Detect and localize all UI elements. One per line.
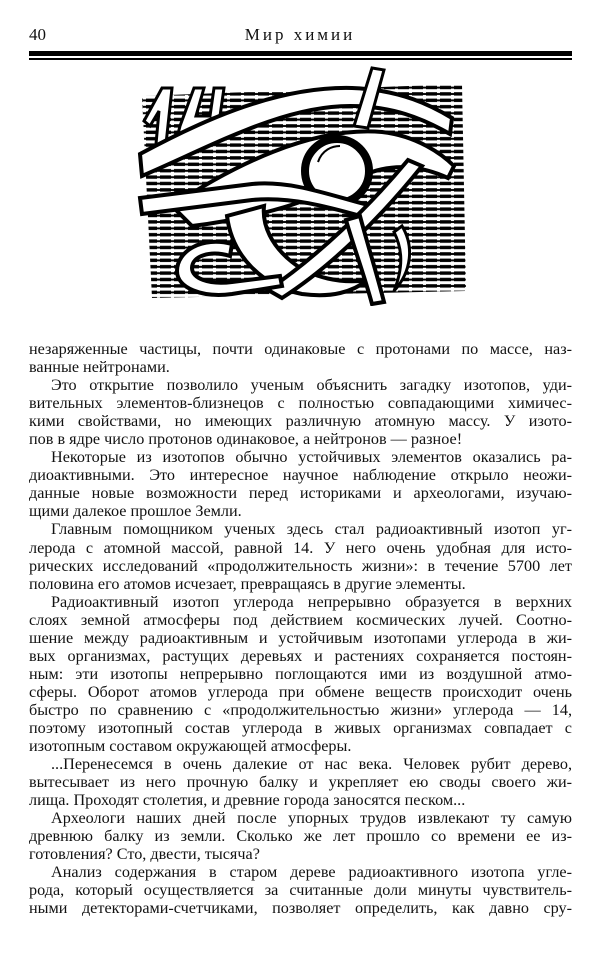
paragraph-first-line: Археологи наших дней после упорных трудов извлекают ту самую bbox=[51, 809, 572, 828]
text-line: рических исследований «продолжительность жизни»: в течение 5700 лет bbox=[29, 556, 572, 575]
paragraph-first-line: Радиоактивный изотоп углерода непрерывно образуется в верхних bbox=[51, 592, 572, 611]
text-line: ными детекторами-счетчиками, позволяет определить, как давно сру- bbox=[29, 899, 572, 918]
text-line: вытесывает из него прочную балку и укрепляет ею своды своего жи- bbox=[29, 773, 572, 792]
text-line: щими далекое прошлое Земли. bbox=[29, 502, 242, 521]
eye-of-horus-illustration bbox=[132, 66, 472, 306]
text-line: кими свойствами, но имеющих различную атомную массу. У изото- bbox=[29, 412, 572, 431]
text-line: данные новые возможности перед историками и археологами, изучаю- bbox=[29, 484, 572, 503]
text-line: шение между радиоактивным и устойчивым изотопами углерода в жи- bbox=[29, 628, 572, 647]
running-title: Мир химии bbox=[244, 25, 356, 44]
text-line: древнюю балку из земли. Сколько же лет прошло со времени ее из- bbox=[29, 827, 572, 846]
paragraph-first-line: Это открытие позволило ученым объяснить загадку изотопов, уди- bbox=[51, 376, 572, 395]
paragraph-first-line: Главным помощником ученых здесь стал радиоактивный изотоп уг- bbox=[51, 520, 572, 539]
text-line: сферы. Оборот атомов углерода при обмене веществ происходит очень bbox=[29, 682, 572, 701]
text-line: вительных элементов-близнецов с полностью совпадающими химичес- bbox=[29, 394, 572, 413]
text-line: слоях земной атмосферы под действием космических лучей. Соотно- bbox=[29, 610, 572, 629]
text-line: лища. Проходят столетия, и древние города заносятся песком... bbox=[29, 791, 466, 810]
header-rule-thick bbox=[29, 51, 572, 56]
header-rule-thin bbox=[29, 58, 572, 60]
paragraph-first-line: Некоторые из изотопов обычно устойчивых элементов оказались ра- bbox=[51, 448, 572, 467]
paragraph-first-line: Анализ содержания в старом дереве радиоактивного изотопа угле- bbox=[51, 863, 572, 882]
page-number: 40 bbox=[29, 25, 46, 44]
text-line: готовления? Сто, двести, тысяча? bbox=[29, 845, 260, 864]
text-line: половина его атомов исчезает, превращаясь в другие элементы. bbox=[29, 574, 466, 593]
body-text bbox=[29, 340, 572, 918]
text-line: поэтому изотопный состав углерода в живых организмах совпадает с bbox=[29, 718, 572, 737]
text-line: пов в ядре число протонов одинаковое, а нейтронов — разное! bbox=[29, 430, 463, 449]
text-line: диоактивными. Это интересное научное наблюдение открыло неожи- bbox=[29, 466, 572, 485]
text-line: рода, который осуществляется за считанные доли минуты чувствитель- bbox=[29, 881, 572, 900]
text-line: ным: эти изотопы непрерывно поглощаются ими из воздушной атмо- bbox=[29, 664, 572, 683]
text-line: незаряженные частицы, почти одинаковые с протонами по массе, наз- bbox=[29, 340, 572, 358]
text-line: ванные нейтронами. bbox=[29, 358, 170, 377]
paragraph-first-line: ...Перенесемся в очень далекие от нас века. Человек рубит дерево, bbox=[51, 755, 572, 774]
text-line: лерода с атомной массой, равной 14. У него очень удобная для исто- bbox=[29, 538, 572, 557]
text-line: изотопным составом окружающей атмосферы. bbox=[29, 737, 352, 756]
text-line: быстро по сравнению с «продолжительностью жизни» углерода — 14, bbox=[29, 700, 572, 719]
text-line: вых организмах, растущих деревьях и растениях сохраняется постоян- bbox=[29, 646, 572, 665]
